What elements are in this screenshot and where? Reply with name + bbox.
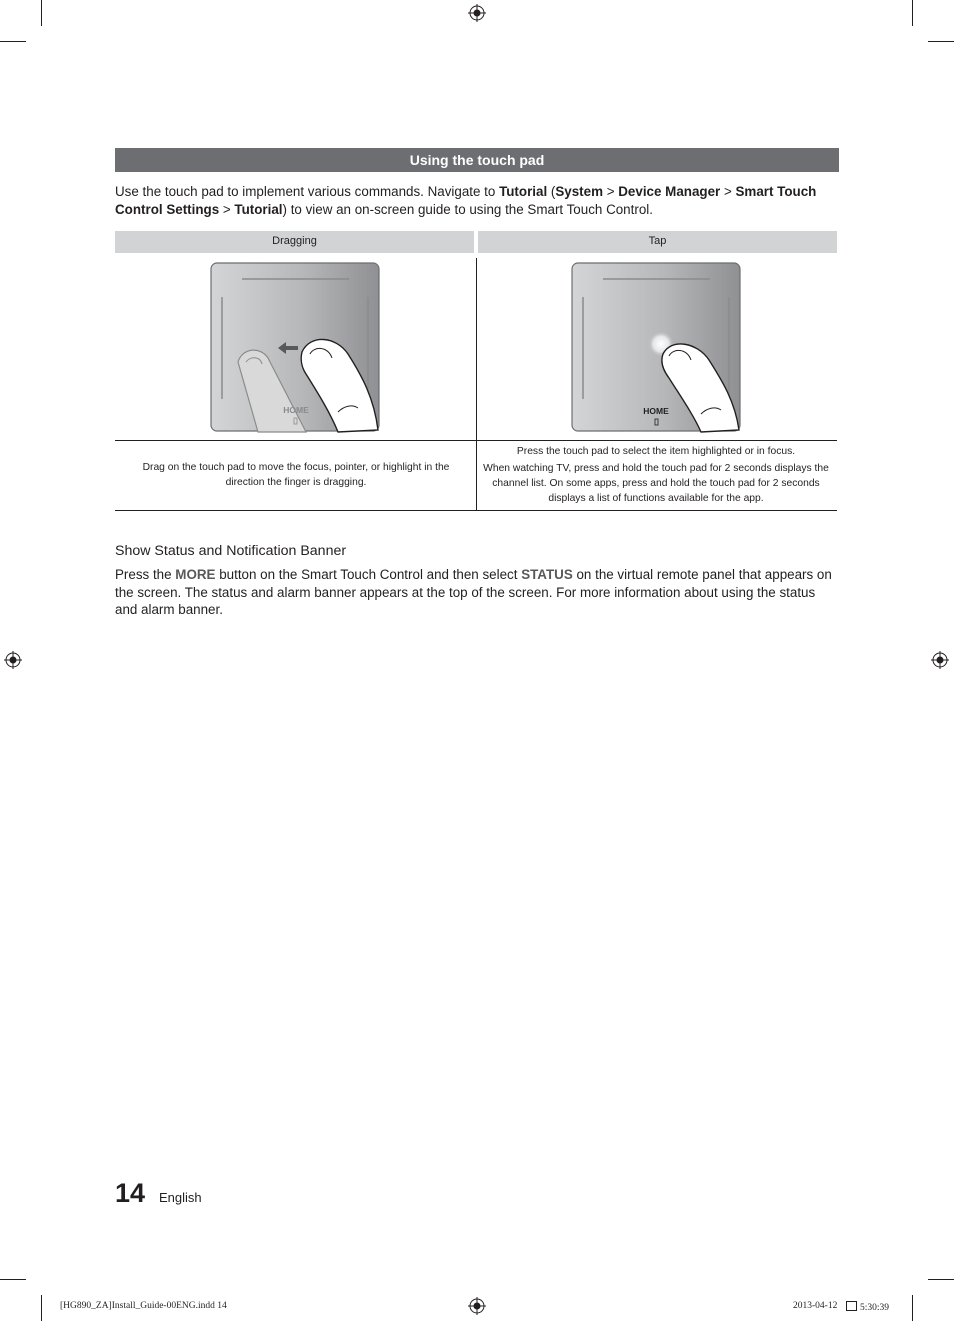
status-section-paragraph: Press the MORE button on the Smart Touch Control and then select STATUS on the virtual remote panel that appears on the screen. The status and alarm banner appears at the top of the screen. For more information about using the status and alarm banner. — [115, 567, 832, 617]
touch-pad-drag-illustration — [210, 262, 382, 434]
table-rule — [115, 510, 837, 511]
tap-description-hold: When watching TV, press and hold the touch pad for 2 seconds displays the channel list. On some apps, press and hold the touch pad for 2 seconds displays a list of functions available for the app. — [483, 463, 829, 504]
slug-time: 5:30:39 — [846, 1301, 889, 1313]
registration-mark-icon — [4, 651, 22, 669]
slug-date: 2013-04-12 — [793, 1301, 838, 1311]
crop-mark — [928, 1279, 954, 1280]
status-section-title: Show Status and Notification Banner — [115, 543, 347, 559]
page-number: 14 — [115, 1178, 146, 1208]
table-header-dragging: Dragging — [115, 231, 474, 253]
crop-mark — [41, 1295, 42, 1321]
page-language: English — [159, 1190, 202, 1205]
table-header-tap: Tap — [478, 231, 837, 253]
crop-mark — [0, 41, 26, 42]
registration-mark-icon — [468, 1297, 486, 1315]
crop-mark — [912, 1295, 913, 1321]
tap-description-select: Press the touch pad to select the item highlighted or in focus. — [516, 446, 796, 457]
crop-mark — [912, 0, 913, 26]
registration-mark-icon — [468, 4, 486, 22]
table-divider — [476, 258, 477, 511]
dragging-description: Drag on the touch pad to move the focus, pointer, or highlight in the direction the finger is dragging. — [142, 462, 450, 488]
registration-mark-icon — [931, 651, 949, 669]
touch-pad-tap-illustration — [571, 262, 743, 434]
crop-mark — [0, 1279, 26, 1280]
crop-mark — [928, 41, 954, 42]
crop-mark — [41, 0, 42, 26]
table-rule — [115, 440, 837, 441]
home-label: HOME — [643, 406, 669, 416]
home-label: HOME — [283, 405, 309, 415]
section-title: Using the touch pad — [115, 148, 839, 172]
slug-glyph — [846, 1301, 857, 1311]
gesture-table — [115, 231, 837, 511]
intro-paragraph: Use the touch pad to implement various commands. Navigate to Tutorial (System > Device Manager > Smart Touch Control Settings > Tutorial) to view an on-screen guide to using the Smart Touch Control. — [115, 184, 817, 217]
slug-file: [HG890_ZA]Install_Guide-00ENG.indd 14 — [60, 1301, 227, 1311]
